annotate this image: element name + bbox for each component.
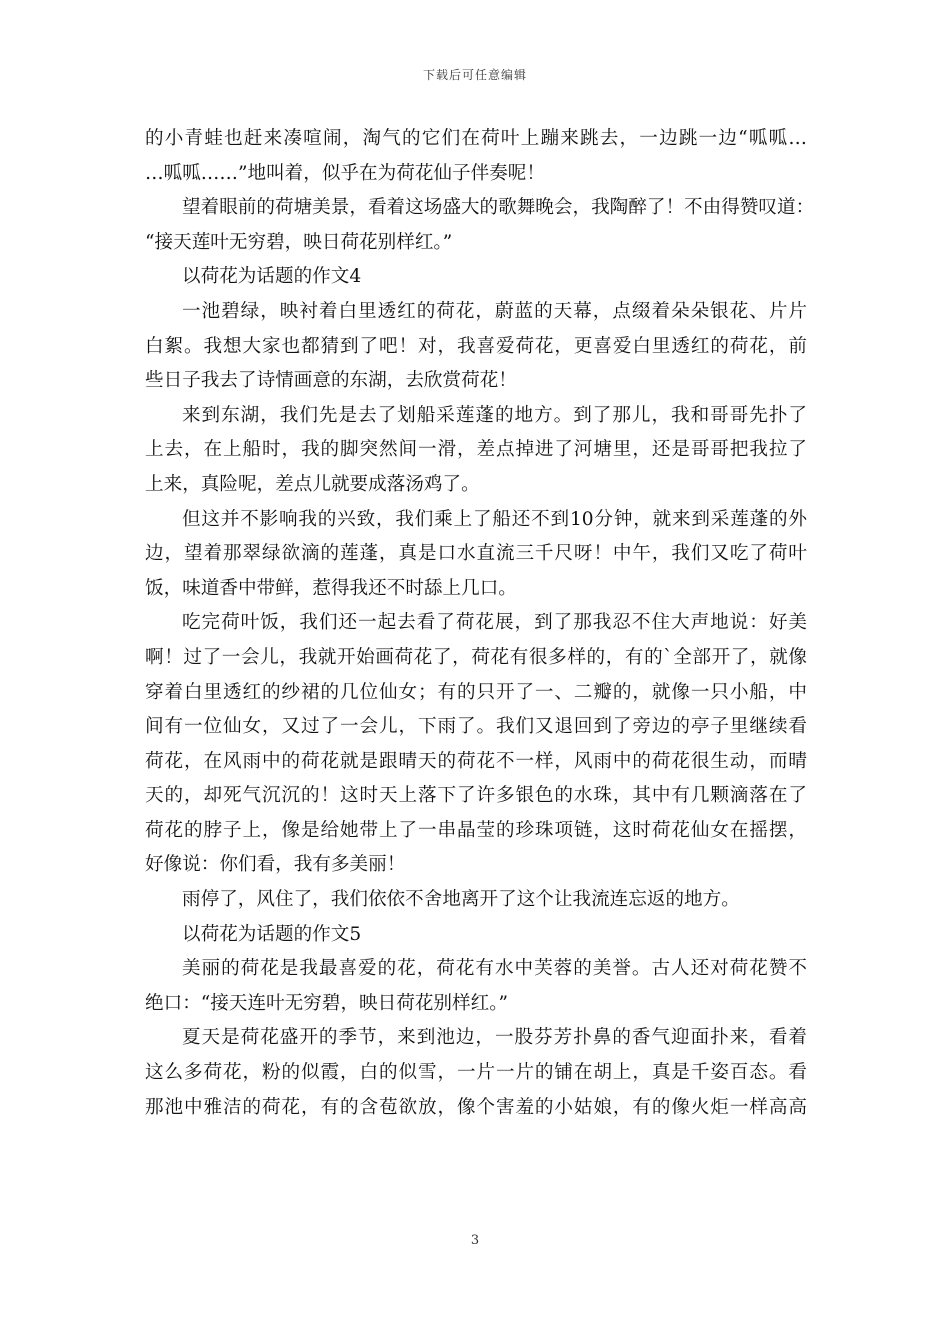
text-line: 穿着白里透红的纱裙的几位仙女；有的只开了一、二瓣的，就像一只小船，中 bbox=[145, 681, 807, 703]
text-line: 间有一位仙女，又过了一会儿，下雨了。我们又退回到了旁边的亭子里继续看 bbox=[145, 716, 807, 738]
text-line: 以荷花为话题的作文5 bbox=[182, 923, 362, 945]
text-line: 那池中雅洁的荷花，有的含苞欲放，像个害羞的小姑娘，有的像火炬一样高高 bbox=[145, 1096, 807, 1118]
text-line: 上去，在上船时，我的脚突然间一滑，差点掉进了河塘里，还是哥哥把我拉了 bbox=[145, 439, 807, 461]
text-line: 一池碧绿，映衬着白里透红的荷花，蔚蓝的天幕，点缀着朵朵银花、片片 bbox=[182, 300, 807, 322]
text-line: 天的，却死气沉沉的！这时天上落下了许多银色的水珠，其中有几颗滴落在了 bbox=[145, 785, 807, 807]
text-line: 以荷花为话题的作文4 bbox=[182, 266, 362, 288]
text-line: 白絮。我想大家也都猜到了吧！对，我喜爱荷花，更喜爱白里透红的荷花，前 bbox=[145, 335, 807, 357]
text-line: 好像说：你们看，我有多美丽！ bbox=[145, 854, 406, 876]
text-line: 荷花，在风雨中的荷花就是跟晴天的荷花不一样，风雨中的荷花很生动，而晴 bbox=[145, 750, 807, 772]
text-line: 美丽的荷花是我最喜爱的花，荷花有水中芙蓉的美誉。古人还对荷花赞不 bbox=[182, 958, 807, 980]
text-line: …呱呱……”地叫着，似乎在为荷花仙子伴奏呢！ bbox=[145, 162, 545, 184]
text-line: 的小青蛙也赶来凑喧闹，淘气的它们在荷叶上蹦来跳去，一边跳一边“呱呱… bbox=[145, 128, 807, 149]
text-line: 这么多荷花，粉的似霞，白的似雪，一片一片的铺在胡上，真是千姿百态。看 bbox=[145, 1062, 807, 1084]
text-line: 些日子我去了诗情画意的东湖，去欣赏荷花！ bbox=[145, 370, 517, 392]
text-line: 雨停了，风住了，我们依依不舍地离开了这个让我流连忘返的地方。 bbox=[182, 889, 740, 911]
text-line: 但这并不影响我的兴致，我们乘上了船还不到10分钟，就来到采莲蓬的外 bbox=[182, 508, 807, 530]
text-line: “接天莲叶无穷碧，映日荷花别样红。” bbox=[145, 231, 453, 253]
text-line: 荷花的脖子上，像是给她带上了一串晶莹的珍珠项链，这时荷花仙女在摇摆， bbox=[145, 819, 807, 841]
article-body bbox=[145, 122, 815, 1125]
text-line: 绝口：“接天连叶无穷碧，映日荷花别样红。” bbox=[145, 992, 508, 1014]
text-line: 吃完荷叶饭，我们还一起去看了荷花展，到了那我忍不住大声地说：好美 bbox=[182, 612, 807, 634]
text-line: 望着眼前的荷塘美景，看着这场盛大的歌舞晚会，我陶醉了！不由得赞叹道： bbox=[182, 197, 815, 219]
text-line: 边，望着那翠绿欲滴的莲蓬，真是口水直流三千尺呀！中午，我们又吃了荷叶 bbox=[145, 543, 807, 565]
text-line: 啊！过了一会儿，我就开始画荷花了，荷花有很多样的，有的`全部开了，就像 bbox=[145, 646, 807, 668]
text-line: 夏天是荷花盛开的季节，来到池边，一股芬芳扑鼻的香气迎面扑来，看着 bbox=[182, 1027, 807, 1049]
text-line: 来到东湖，我们先是去了划船采莲蓬的地方。到了那儿，我和哥哥先扑了 bbox=[182, 404, 807, 426]
text-line: 饭，味道香中带鲜，惹得我还不时舔上几口。 bbox=[145, 577, 517, 599]
page-number: 3 bbox=[470, 1233, 480, 1248]
page-header: 下载后可任意编辑 bbox=[422, 68, 527, 82]
text-line: 上来，真险呢，差点儿就要成落汤鸡了。 bbox=[145, 473, 480, 495]
